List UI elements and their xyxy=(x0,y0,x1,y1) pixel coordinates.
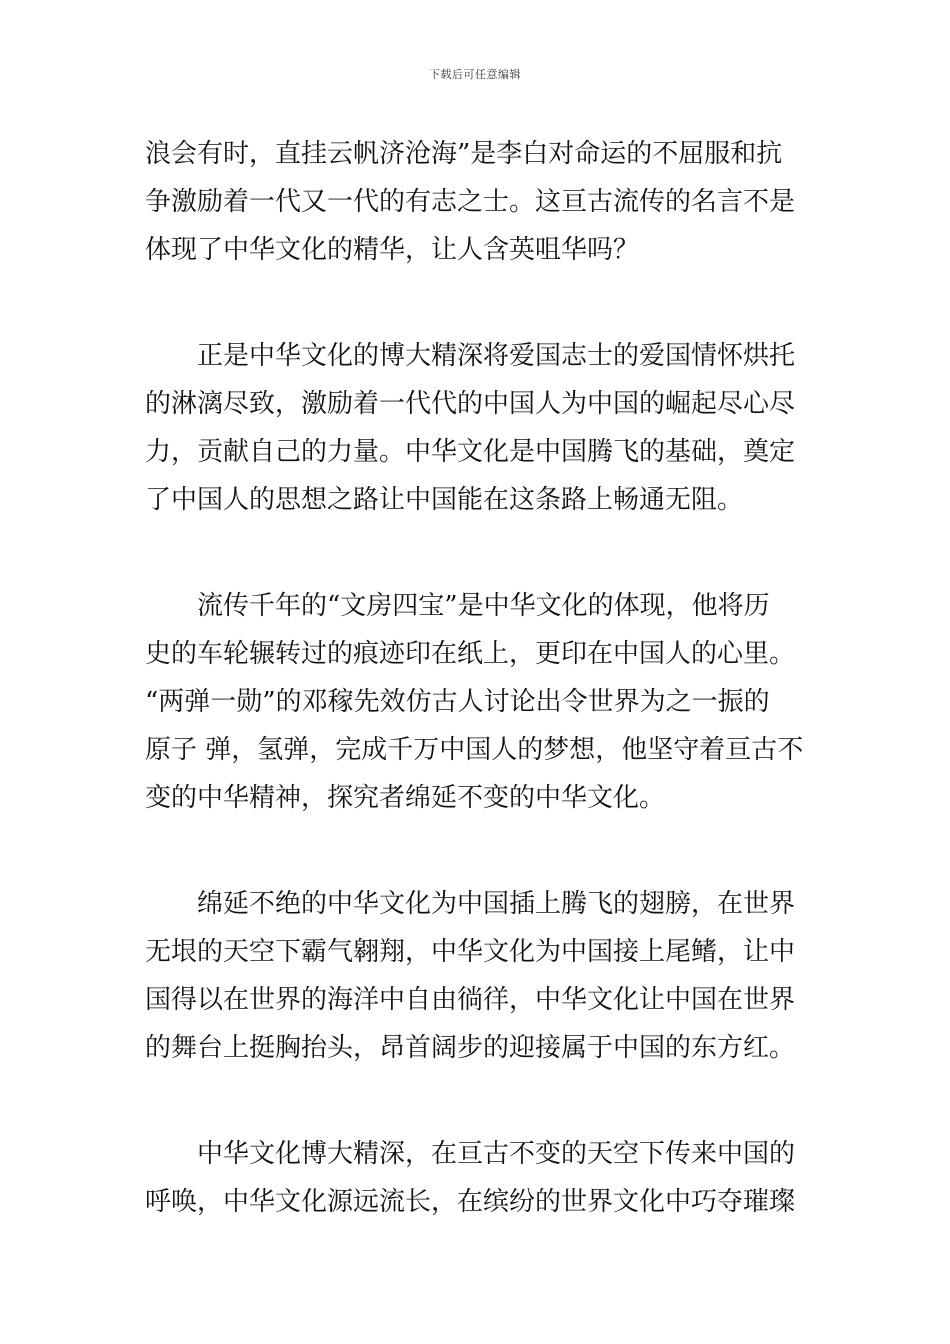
paragraph-line: 国得以在世界的海洋中自由徜徉，中华文化让中国在世界 xyxy=(145,985,796,1015)
paragraph-line: “两弹一勋”的邓稼先效仿古人讨论出令世界为之一振的 xyxy=(145,687,770,717)
paragraph-line: 原子 弹，氢弹，完成千万中国人的梦想，他坚守着亘古不 xyxy=(145,735,804,765)
page-header: 下载后可任意编辑 xyxy=(429,68,521,81)
paragraph-line: 浪会有时，直挂云帆济沧海”是李白对命运的不屈服和抗 xyxy=(145,139,783,169)
paragraph-line: 史的车轮辗转过的痕迹印在纸上，更印在中国人的心里。 xyxy=(145,639,796,669)
paragraph-line: 的淋漓尽致，激励着一代代的中国人为中国的崛起尽心尽 xyxy=(145,389,796,419)
paragraph-line: 体现了中华文化的精华，让人含英咀华吗？ xyxy=(145,235,640,265)
paragraph-line: 中华文化博大精深，在亘古不变的天空下传来中国的 xyxy=(197,1139,796,1169)
paragraph-line: 无垠的天空下霸气翱翔，中华文化为中国接上尾鳍，让中 xyxy=(145,937,796,967)
paragraph-line: 流传千年的“文房四宝”是中华文化的体现，他将历 xyxy=(197,591,770,621)
paragraph-line: 了中国人的思想之路让中国能在这条路上畅通无阻。 xyxy=(145,485,744,515)
paragraph-line: 正是中华文化的博大精深将爱国志士的爱国情怀烘托 xyxy=(197,341,796,371)
paragraph-line: 变的中华精神，探究者绵延不变的中华文化。 xyxy=(145,783,666,813)
paragraph-4 xyxy=(145,880,810,1072)
paragraph-3 xyxy=(145,582,810,822)
paragraph-line: 呼唤，中华文化源远流长，在缤纷的世界文化中巧夺璀璨 xyxy=(145,1187,796,1217)
paragraph-line: 绵延不绝的中华文化为中国插上腾飞的翅膀，在世界 xyxy=(197,889,796,919)
paragraph-line: 的舞台上挺胸抬头，昂首阔步的迎接属于中国的东方红。 xyxy=(145,1033,796,1063)
paragraph-5 xyxy=(145,1130,810,1226)
paragraph-2 xyxy=(145,332,810,524)
paragraph-line: 力，贡献自己的力量。中华文化是中国腾飞的基础，奠定 xyxy=(145,437,796,467)
document-body xyxy=(145,130,810,1284)
paragraph-line: 争激励着一代又一代的有志之士。这亘古流传的名言不是 xyxy=(145,187,796,217)
paragraph-1 xyxy=(145,130,810,274)
